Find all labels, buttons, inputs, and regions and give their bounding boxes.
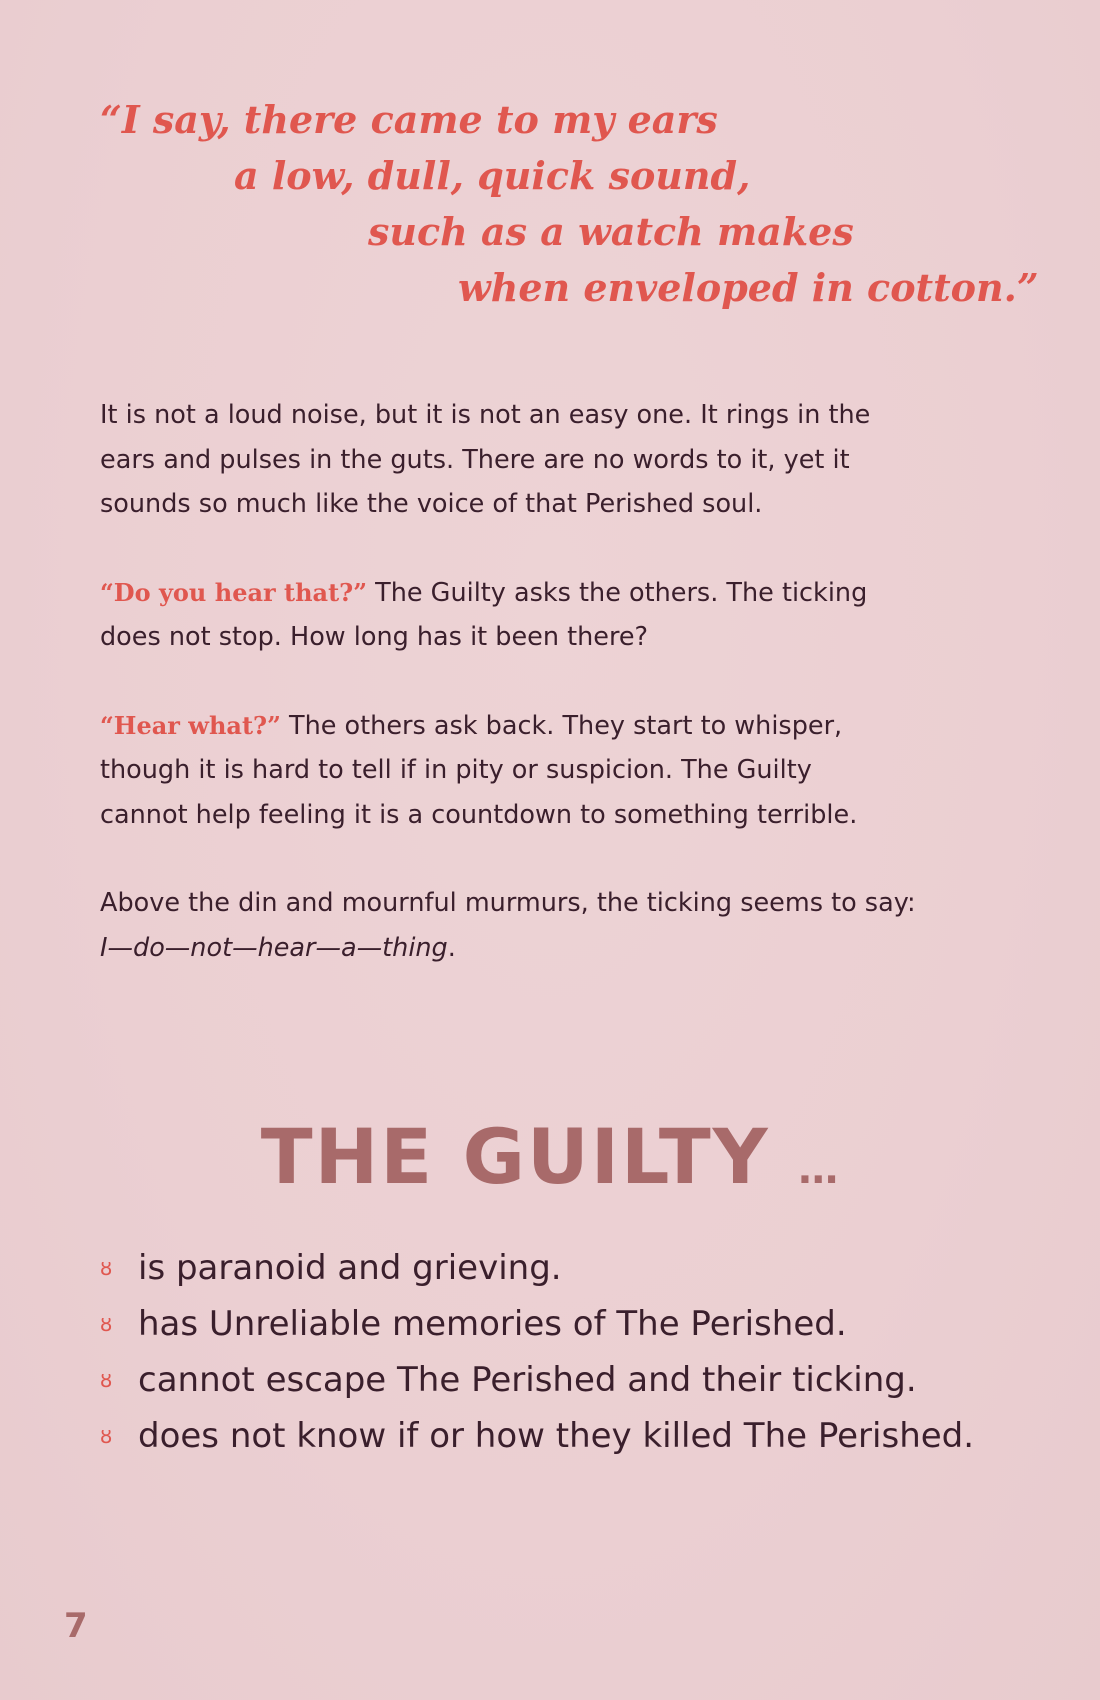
list-item [100,1296,1040,1352]
list-item [100,1352,1040,1408]
section-heading-ellipsis: … [798,1147,840,1193]
epigraph-quote [100,92,1039,316]
trait-text: is paranoid and grieving. [138,1248,562,1288]
dialogue-quote: “Hear what?” [100,710,281,740]
traits-list [100,1240,1040,1464]
paragraph-line: does not stop. How long has it been there? [100,622,649,652]
quote-line: such as a watch makes [368,209,854,254]
section-heading [0,1112,1100,1201]
quote-line: “I say, there came to my ears [100,97,718,142]
paragraph-3 [100,704,1000,838]
bullet-icon: ȣ [100,1312,113,1336]
paragraph-line [100,571,1000,616]
trait-text: has Unreliable memories of The Perished. [138,1304,847,1344]
bullet-icon: ȣ [100,1256,113,1280]
paragraph-line: Above the din and mournful murmurs, the ticking seems to say: [100,888,916,918]
quote-line: when enveloped in cotton.” [458,265,1039,310]
paragraph-line: It is not a loud noise, but it is not an easy one. It rings in the [100,400,871,430]
paragraph-line: sounds so much like the voice of that Perished soul. [100,489,763,519]
paragraph-text: . [447,932,456,963]
paragraph-text: The others ask back. They start to whisper, [280,710,843,741]
paragraph-4 [100,881,1000,970]
paragraph-line [100,926,1000,971]
paragraph-2 [100,571,1000,660]
trait-text: cannot escape The Perished and their ticking. [138,1360,917,1400]
list-item [100,1408,1040,1464]
body-text [100,393,1000,1014]
paragraph-1 [100,393,1000,527]
paragraph-line: though it is hard to tell if in pity or suspicion. The Guilty [100,755,812,785]
paragraph-line: ears and pulses in the guts. There are no words to it, yet it [100,444,850,475]
paragraph-line [100,704,1000,749]
italic-phrase: I—do—not—hear—a—thing [100,932,448,963]
paragraph-line: cannot help feeling it is a countdown to something terrible. [100,799,858,830]
dialogue-quote: “Do you hear that?” [100,577,368,607]
list-item [100,1240,1040,1296]
paragraph-text: The Guilty asks the others. The ticking [367,577,868,608]
quote-line: a low, dull, quick sound, [234,153,751,198]
section-heading-text: THE GUILTY [260,1112,770,1201]
page-number: 7 [64,1606,88,1646]
trait-text: does not know if or how they killed The Perished. [138,1416,975,1456]
bullet-icon: ȣ [100,1424,113,1448]
bullet-icon: ȣ [100,1368,113,1392]
